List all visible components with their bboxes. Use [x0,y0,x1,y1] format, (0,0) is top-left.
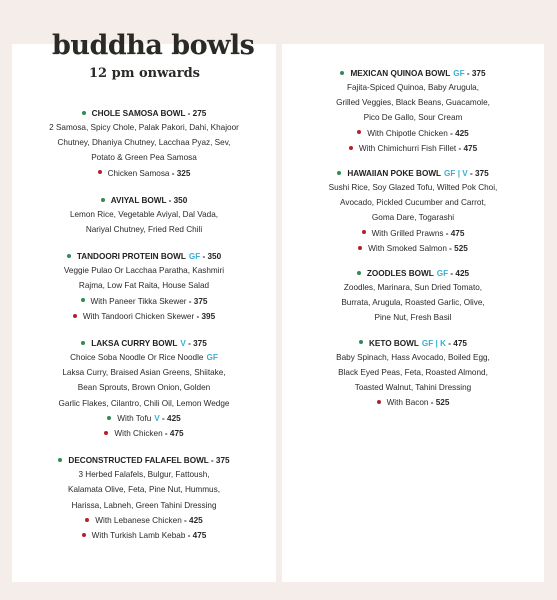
diet-tag: GF [436,269,449,279]
item-heading [82,107,207,120]
diet-tag: GF [188,252,201,262]
nonveg-dot-icon [357,130,361,134]
veg-dot-icon [81,298,85,302]
addon-option [358,241,468,256]
nonveg-dot-icon [358,246,362,250]
addon-option [107,411,180,426]
item-heading [67,250,221,263]
veg-dot-icon [67,254,71,258]
item-price: - 375 [464,69,486,78]
addon-label: With Chipotle Chicken [367,128,448,138]
nonveg-dot-icon [85,518,89,522]
item-description-line: Zoodles, Marinara, Sun Dried Tomato, [343,283,483,293]
item-name: DECONSTRUCTED FALAFEL BOWL [68,456,209,466]
item-name: HAWAIIAN POKE BOWL [347,169,442,179]
menu-subtitle: 12 pm onwards [89,66,200,81]
item-heading [58,454,229,467]
menu-item [336,337,490,411]
item-description-line: Avocado, Pickled Cucumber and Carrot, [340,198,486,208]
addon-price: - 425 [447,128,469,138]
item-description-line: Rajma, Low Fat Raita, House Salad [78,281,210,291]
item-description-line: Pico De Gallo, Sour Cream [363,113,463,123]
veg-dot-icon [82,111,86,115]
addon-option [104,426,183,441]
veg-dot-icon [101,198,105,202]
addon-price: - 375 [186,296,208,306]
addon-option [81,294,208,309]
item-price: - 350 [166,195,188,205]
item-description-line: Toasted Walnut, Tahini Dressing [354,383,472,393]
diet-tag: GF | V [444,169,468,179]
diet-tag: V [154,413,160,423]
item-name: KETO BOWL [369,338,419,348]
menu-item [70,194,218,237]
item-price: - 475 [446,338,467,348]
item-price: - 375 [467,169,489,179]
item-description-line: Baby Spinach, Hass Avocado, Boiled Egg, [336,352,490,362]
addon-label: With Paneer Tikka Skewer [90,296,187,306]
menu-item [341,267,484,326]
right-menu-column [282,67,544,410]
addon-price: - 395 [194,311,216,321]
item-heading [359,337,467,350]
addon-option [82,528,207,543]
item-description-line: Grilled Veggies, Black Beans, Guacamole, [336,98,490,108]
item-description-line: Pine Nut, Fresh Basil [374,313,452,323]
addon-option [85,513,202,528]
addon-option [98,166,191,181]
item-price: - 425 [448,269,470,279]
nonveg-dot-icon [349,146,353,150]
addon-price: - 475 [185,531,207,541]
addon-label: With Bacon [386,398,429,408]
menu-item [49,107,239,181]
addon-label: With Chimichurri Fish Fillet [358,143,457,153]
noodle-choice: Choice Soba Noodle Or Rice Noodle [70,353,204,363]
item-name: CHOLE SAMOSA BOWL [91,109,186,118]
item-heading [357,267,469,280]
addon-label: With Turkish Lamb Kebab [91,531,186,541]
addon-option [349,141,477,156]
item-name: LAKSA CURRY BOWL [91,339,178,349]
addon-price: - 475 [162,429,184,439]
addon-price: - 525 [446,243,468,253]
item-description-line: Nariyal Chutney, Fried Red Chili [85,225,203,235]
addon-option [357,126,468,141]
menu-item [64,250,224,324]
addon-price: - 325 [169,168,191,178]
addon-label: With Tandoori Chicken Skewer [82,311,195,321]
item-description-line: Garlic Flakes, Cilantro, Chili Oil, Lemon Wedge [58,398,230,408]
menu-title: buddha bowls [52,30,255,61]
diet-tag: V [180,339,186,349]
item-name: ZOODLES BOWL [366,269,434,279]
nonveg-dot-icon [377,400,381,404]
menu-item [58,454,229,543]
addon-option [362,226,465,241]
item-description-line: Burrata, Arugula, Roasted Garlic, Olive, [341,298,485,308]
addon-price: - 525 [428,398,450,408]
addon-label: With Smoked Salmon [368,243,447,253]
veg-dot-icon [107,416,111,420]
diet-tag: GF | K [421,338,447,348]
veg-dot-icon [340,71,344,75]
addon-label: With Grilled Prawns [371,228,444,238]
addon-label: With Tofu [117,413,152,423]
item-heading [340,67,485,80]
addon-label: With Lebanese Chicken [95,515,182,525]
item-description-line: Chutney, Dhaniya Chutney, Lacchaa Pyaz, Sev, [57,138,231,148]
addon-price: - 475 [443,228,465,238]
item-description-line: Veggie Pulao Or Lacchaa Paratha, Kashmiri [63,266,225,276]
diet-tag: GF [453,69,465,78]
menu-item [336,67,490,156]
item-heading [81,337,207,350]
item-description-line: Potato & Green Pea Samosa [91,153,197,163]
item-name: MEXICAN QUINOA BOWL [350,69,451,78]
nonveg-dot-icon [82,533,86,537]
item-description-line: Black Eyed Peas, Feta, Roasted Almond, [338,367,488,377]
left-menu-column [12,107,276,543]
item-description-line: Goma Dare, Togarashi [371,213,455,223]
item-description-line: Harissa, Labneh, Green Tahini Dressing [71,500,217,510]
item-description-line: Sushi Rice, Soy Glazed Tofu, Wilted Pok Choi, [328,183,498,193]
item-price: - 275 [185,109,207,118]
veg-dot-icon [81,341,85,345]
item-description-line: Kalamata Olive, Feta, Pine Nut, Hummus, [68,485,220,495]
item-description-line [70,350,218,365]
addon-price: - 425 [159,413,181,423]
addon-label: With Chicken [114,429,163,439]
addon-label: Chicken Samosa [107,168,170,178]
item-description-line: Fajita-Spiced Quinoa, Baby Arugula, [346,83,479,92]
item-price: - 375 [185,339,207,349]
addon-option [377,395,450,410]
item-description-line: 3 Herbed Falafels, Bulgur, Fattoush, [78,470,210,480]
item-description-line: Laksa Curry, Braised Asian Greens, Shiitake, [62,368,226,378]
menu-item [329,167,498,256]
addon-price: - 475 [456,143,478,153]
item-description-line: Bean Sprouts, Brown Onion, Golden [77,383,211,393]
item-description-line: Lemon Rice, Vegetable Aviyal, Dal Vada, [69,209,219,219]
addon-option [73,309,215,324]
veg-dot-icon [359,340,363,344]
veg-dot-icon [337,171,341,175]
item-name: TANDOORI PROTEIN BOWL [76,252,186,262]
nonveg-dot-icon [73,314,77,318]
addon-price: - 425 [181,515,203,525]
veg-dot-icon [357,271,361,275]
nonveg-dot-icon [104,431,108,435]
item-description-line: 2 Samosa, Spicy Chole, Palak Pakori, Dahi, Khajoor [49,123,239,132]
nonveg-dot-icon [362,230,366,234]
menu-item [59,337,230,441]
nonveg-dot-icon [98,170,102,174]
veg-dot-icon [58,458,62,462]
item-price: - 350 [200,252,222,262]
diet-tag: GF [206,353,218,363]
item-heading [101,194,188,207]
item-heading [337,167,488,180]
item-name: AVIYAL BOWL [110,195,167,205]
item-price: - 375 [208,456,230,466]
